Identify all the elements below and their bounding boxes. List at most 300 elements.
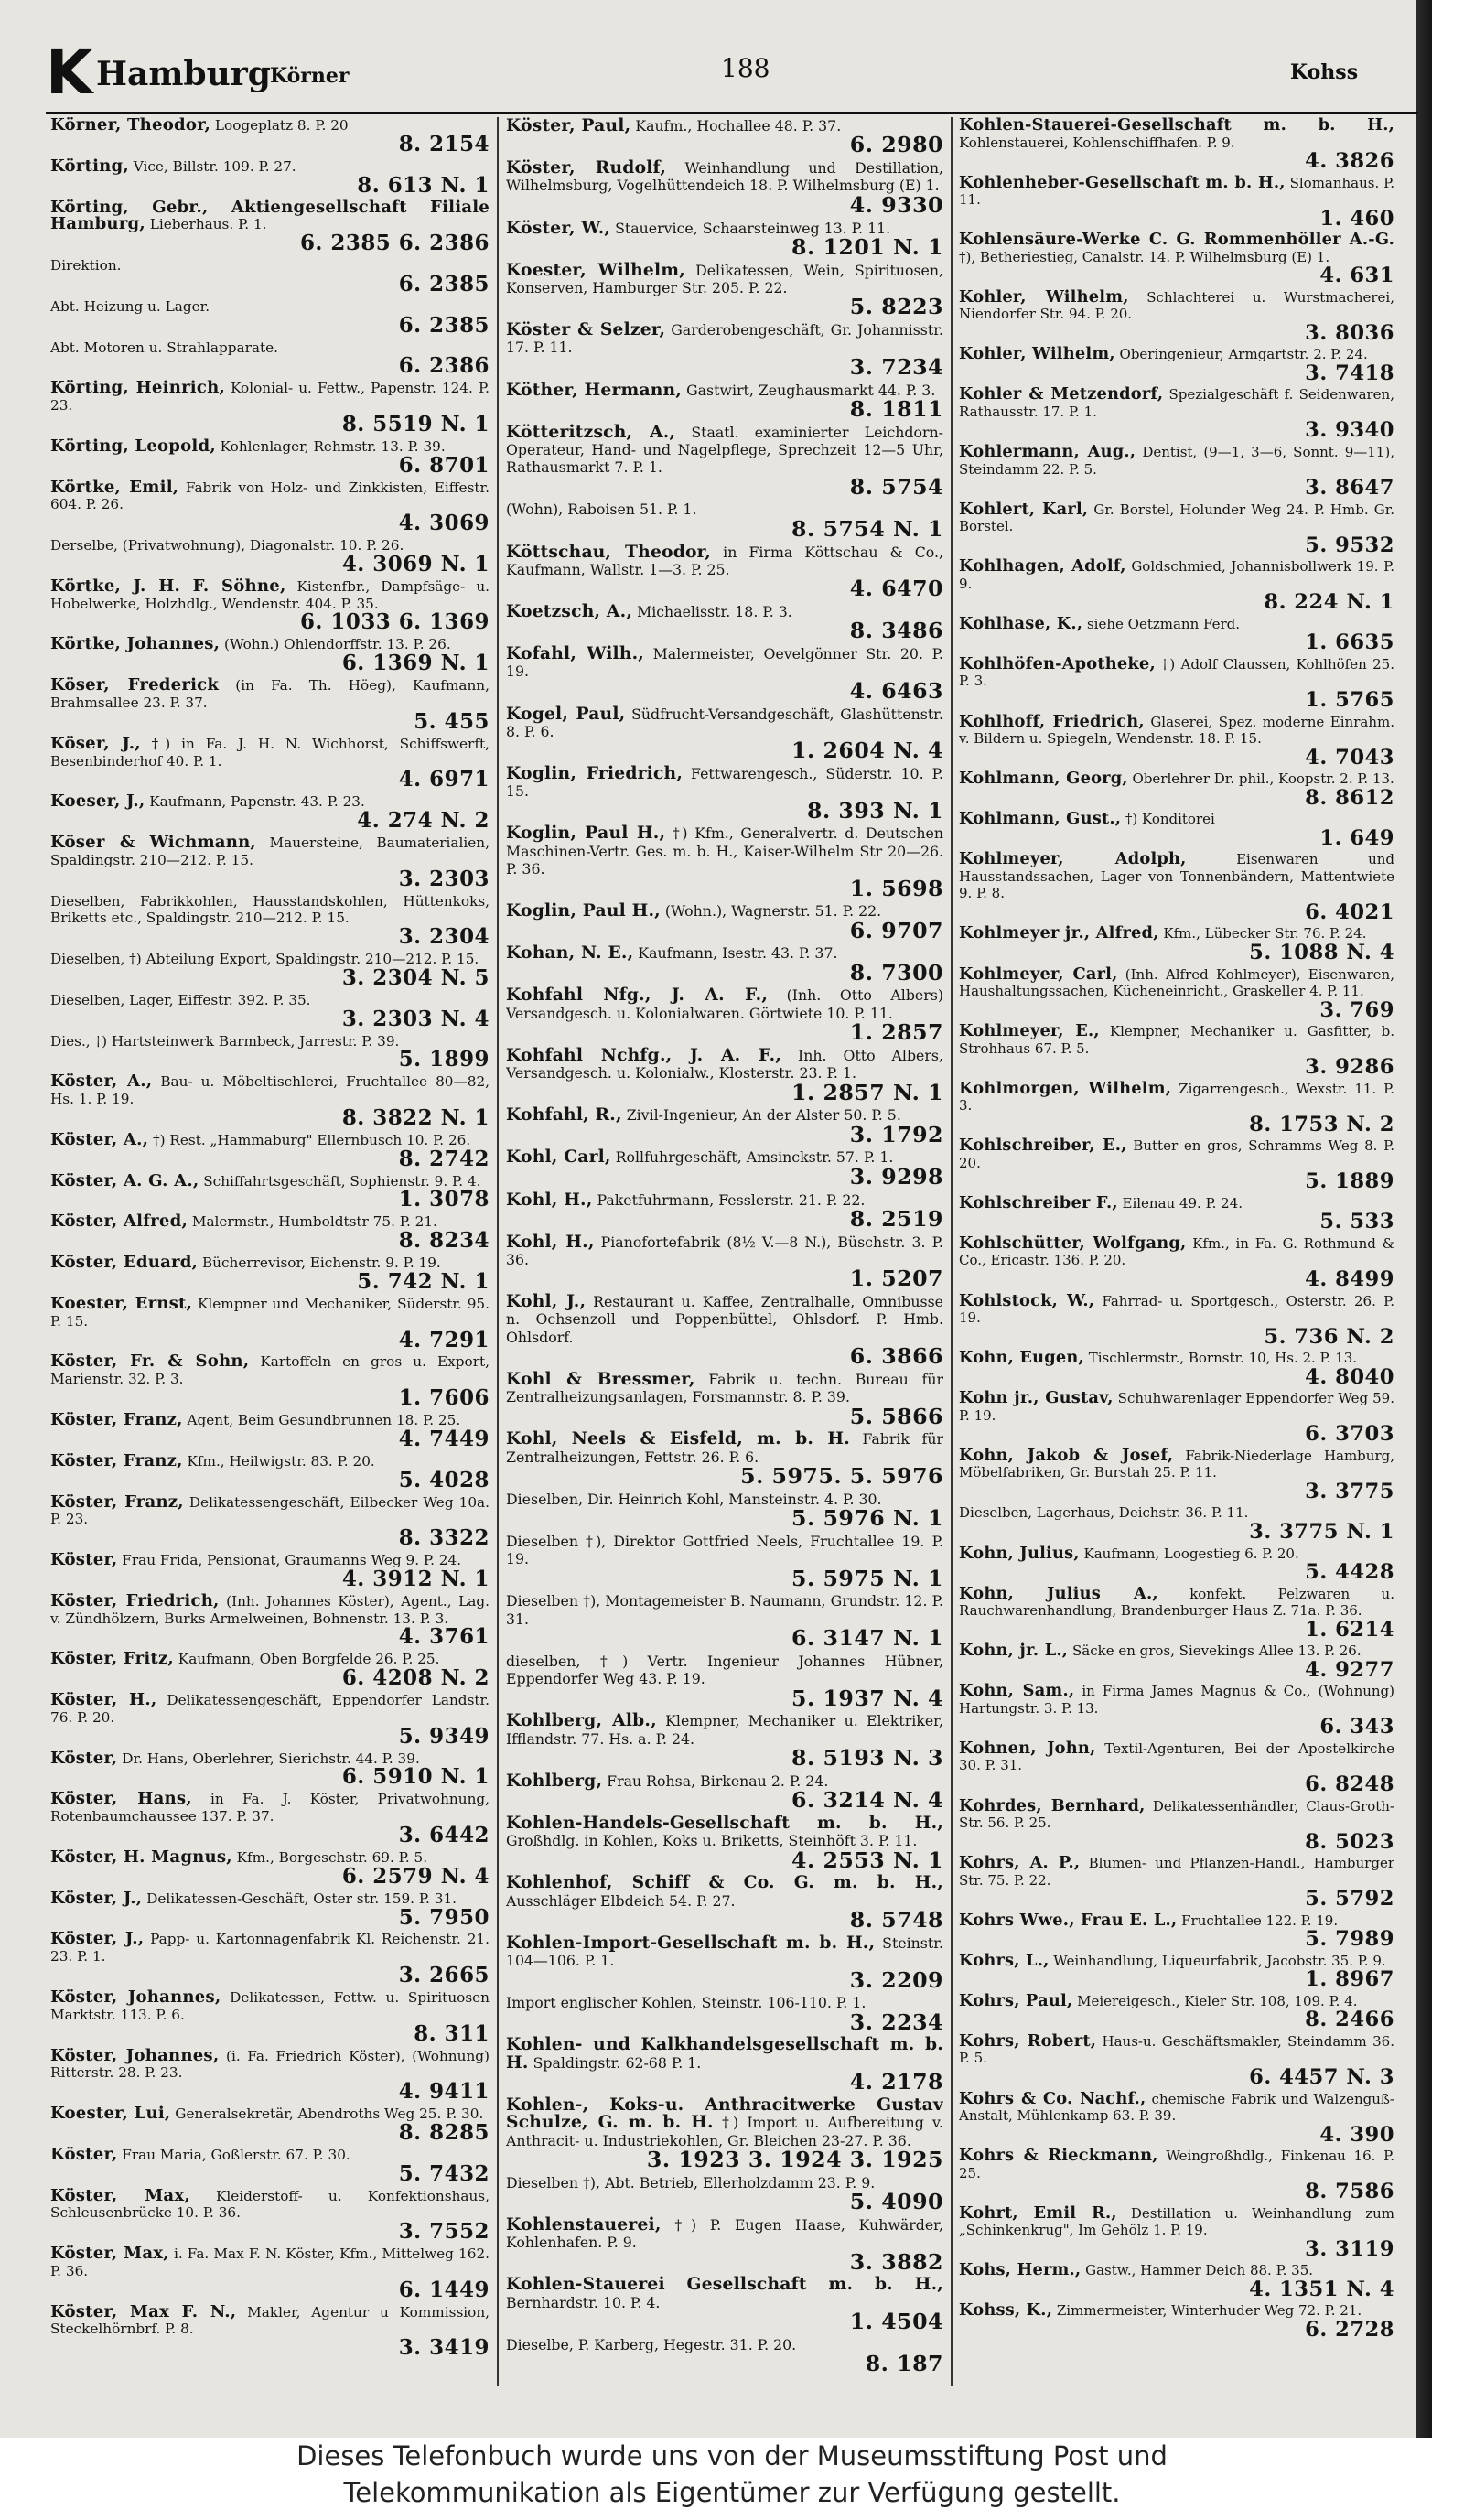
listing-entry	[50, 1073, 490, 1129]
listing-entry	[50, 537, 490, 576]
listing-entry	[506, 2213, 943, 2275]
entry-details: Paketfuhrmann, Fesslerstr. 21. P. 22.	[597, 1190, 866, 1209]
entry-details: Schuhwarenlager Eppendorfer Weg 59. P. 19.	[959, 1390, 1394, 1424]
entry-name: Kohlhöfen-Apotheke,	[959, 653, 1156, 673]
entry-phone: 8. 2519	[849, 1205, 943, 1232]
page-header	[46, 37, 1359, 110]
listing-entry	[959, 2148, 1394, 2202]
entry-details: Dieselben, †) Abteilung Export, Spaldingstr. 210—212. P. 15.	[50, 951, 479, 968]
entry-details: chemische Fabrik und Walzenguß-Anstalt, Mühlenkamp 63. P. 39.	[959, 2090, 1394, 2125]
listing-entry	[959, 1235, 1394, 1290]
entry-details: in Firma James Magnus & Co., (Wohnung) Hartungstr. 3. P. 13.	[959, 1683, 1394, 1717]
entry-name: Kohlmeyer jr., Alfred,	[959, 923, 1159, 943]
header-first-name: Körner	[270, 64, 350, 88]
entry-phone: 8. 1811	[849, 395, 943, 422]
entry-phone: 8. 3486	[849, 618, 943, 644]
entry-name: Köster, Paul,	[506, 117, 631, 135]
entry-phone: 5. 455	[414, 708, 490, 734]
entry-phone: 6. 2980	[849, 132, 943, 158]
entry-name: Köster, Franz,	[50, 1450, 183, 1470]
listing-entry	[959, 2302, 1394, 2340]
entry-details: Loogeplatz 8. P. 20	[214, 117, 349, 134]
entry-details: Kartoffeln en gros u. Export, Marienstr. 32. P. 3.	[50, 1353, 490, 1388]
listing-entry	[959, 711, 1394, 770]
entry-details: Fabrik von Holz- und Zinkkisten, Eiffestr. 604. P. 26.	[50, 479, 490, 513]
entry-name: Köster, Fritz,	[50, 1649, 174, 1669]
listing-entry	[506, 1368, 943, 1429]
listing-column-1	[50, 117, 490, 2386]
listing-entry	[959, 444, 1394, 499]
listing-entry	[50, 1791, 490, 1847]
listing-entry	[50, 677, 490, 733]
entry-phone: 5. 9349	[398, 1723, 490, 1749]
entry-name: Koglin, Paul H.,	[506, 900, 661, 921]
entry-name: Kohlberg, Alb.,	[506, 1710, 657, 1731]
entry-details: Abt. Heizung u. Lager.	[50, 297, 210, 315]
listing-entry	[959, 2202, 1394, 2261]
listing-entry	[959, 1504, 1394, 1542]
entry-name: Körtke, Emil,	[50, 477, 179, 497]
entry-details: Glaserei, Spez. moderne Einrahm. v. Bildern u. Spiegeln, Wendenstr. 18. P. 15.	[959, 713, 1394, 748]
entry-phone: 6. 1449	[398, 2277, 490, 2302]
entry-phone: 8. 2466	[1305, 2008, 1394, 2032]
listing-entry	[959, 1078, 1394, 1136]
listing-entry	[959, 1740, 1394, 1795]
entry-phone: 1. 3078	[398, 1187, 490, 1212]
entry-phone: 6. 3866	[849, 1343, 943, 1370]
entry-name: Kohn, Sam.,	[959, 1681, 1075, 1701]
listing-entry	[50, 438, 490, 477]
listing-column-3	[959, 117, 1394, 2386]
entry-details: Malermstr., Humboldtstr 75. P. 21.	[191, 1213, 437, 1231]
entry-name: Koeser, J.,	[50, 792, 145, 812]
entry-details: (Inh. Johannes Köster), Agent., Lag. v. Zündhölzern, Burks Armelweinen, Bohnenstr. 13. P. 3.	[50, 1592, 490, 1627]
listing-entry	[959, 2088, 1394, 2147]
entry-name: Kohlenstauerei,	[506, 2213, 662, 2235]
entry-name: Koester, Wilhelm,	[506, 259, 685, 280]
entry-phone: 6. 9707	[849, 917, 943, 943]
listing-entry	[959, 1390, 1394, 1445]
entry-details: Direktion.	[50, 257, 122, 275]
entry-phone: 4. 3826	[1305, 149, 1394, 173]
listing-entry	[959, 386, 1394, 441]
entry-name: Köster, Fr. & Sohn,	[50, 1352, 250, 1372]
entry-name: Kohlstock, W.,	[959, 1290, 1095, 1310]
entry-phone: 8. 8285	[398, 2119, 490, 2145]
entry-name: Koester, Lui,	[50, 2104, 171, 2124]
listing-entry	[506, 1044, 943, 1105]
listing-entry	[50, 2144, 490, 2186]
entry-details: Kaufmann, Papenstr. 43. P. 23.	[149, 793, 365, 811]
listing-entry	[50, 1651, 490, 1689]
entry-phone: 8. 1753 N. 2	[1249, 1112, 1394, 1136]
listing-entry	[506, 1874, 943, 1931]
entry-phone: 3. 9340	[1305, 418, 1394, 443]
entry-name: Kohlhagen, Adolf,	[959, 556, 1126, 576]
entry-details: Fabrik-Niederlage Hamburg, Möbelfabriken, Gr. Burstah 25. P. 11.	[959, 1447, 1394, 1481]
entry-details: Fettwarengesch., Süderstr. 10. P. 15.	[506, 765, 943, 801]
entry-phone: 5. 5866	[849, 1403, 943, 1429]
entry-phone: 6. 5910 N. 1	[341, 1764, 490, 1790]
entry-phone: 8. 2742	[398, 1146, 490, 1171]
listing-entry	[506, 705, 943, 762]
entry-phone: 5. 1937 N. 4	[791, 1685, 943, 1711]
listing-entry	[50, 951, 490, 989]
listing-entry	[50, 1412, 490, 1450]
entry-name: Köster,	[50, 2144, 118, 2164]
listing-entry	[50, 2245, 490, 2301]
entry-details: Fahrrad- u. Sportgesch., Osterstr. 26. P. 19.	[959, 1292, 1394, 1327]
entry-name: Köster,	[50, 1748, 118, 1768]
entry-phone: 5. 5976 N. 1	[791, 1505, 943, 1532]
entry-phone: 1. 4504	[849, 2309, 943, 2335]
entry-details: Frau Rohsa, Birkenau 2. P. 24.	[607, 1772, 829, 1790]
entry-details: (Wohn.), Wagnerstr. 51. P. 22.	[664, 902, 882, 921]
listing-entry	[506, 902, 943, 942]
entry-details: Dr. Hans, Oberlehrer, Sierichstr. 44. P. 39.	[122, 1750, 420, 1767]
listing-entry	[506, 1934, 943, 1991]
entry-name: Kohrt, Emil R.,	[959, 2202, 1117, 2223]
entry-details: Säcke en gros, Sievekings Allee 13. P. 26.	[1071, 1642, 1362, 1660]
entry-phone: 4. 390	[1319, 2122, 1394, 2147]
entry-name: Kogel, Paul,	[506, 703, 626, 724]
listing-entry	[50, 893, 490, 949]
entry-phone: 6. 2385	[398, 312, 490, 338]
entry-details: Dentist, (9—1, 3—6, Sonnt. 9—11), Steindamm 22. P. 5.	[959, 444, 1394, 478]
listing-entry	[50, 1989, 490, 2045]
listing-entry	[959, 558, 1394, 613]
entry-name: Kohl & Bressmer,	[506, 1368, 695, 1389]
entry-phone: 3. 3775 N. 1	[1249, 1519, 1394, 1544]
entry-details: Dieselben, Dir. Heinrich Kohl, Mansteinstr. 4. P. 30.	[506, 1490, 882, 1508]
entry-phone: 1. 5207	[849, 1265, 943, 1292]
entry-phone: 8. 224 N. 1	[1264, 590, 1394, 615]
entry-name: Köster, W.,	[506, 217, 611, 238]
entry-phone: 4. 3761	[398, 1624, 490, 1650]
entry-name: Kohfahl Nfg., J. A. F.,	[506, 985, 769, 1006]
header-city: Hamburg	[96, 55, 271, 93]
entry-name: Kohlberg,	[506, 1770, 603, 1791]
entry-name: Körtke, J. H. F. Söhne,	[50, 576, 286, 596]
listing-entry	[959, 811, 1394, 848]
entry-phone: 4. 8040	[1305, 1364, 1394, 1389]
entry-details: Delikatessen-Geschäft, Oster str. 159. P. 31.	[146, 1890, 457, 1907]
entry-phone: 5. 4428	[1305, 1560, 1394, 1585]
listing-entry	[506, 2336, 943, 2375]
entry-name: Kohlmeyer, Carl,	[959, 964, 1118, 984]
entry-details: siehe Oetzmann Ferd.	[1086, 615, 1241, 632]
entry-phone: 4. 2178	[849, 2069, 943, 2095]
entry-details: †) in Fa. J. H. N. Wichhorst, Schiffswerft, Besenbinderhof 40. P. 1.	[50, 735, 490, 770]
entry-details: Schiffahrtsgeschäft, Sophienstr. 9. P. 4.	[203, 1172, 481, 1190]
entry-name: Kohs, Herm.,	[959, 2260, 1082, 2280]
entry-name: Köster, Max,	[50, 2185, 190, 2205]
entry-phone: 4. 9330	[849, 191, 943, 218]
entry-name: Köster, Friedrich,	[50, 1590, 220, 1610]
entry-details: in Fa. J. Köster, Privatwohnung, Rotenbaumchaussee 137. P. 37.	[50, 1791, 490, 1825]
entry-phone: 8. 393 N. 1	[807, 797, 943, 824]
entry-details: Kfm., Borgeschstr. 69. P. 5.	[236, 1848, 428, 1866]
listing-entry	[50, 1255, 490, 1293]
entry-details: (Inh. Alfred Kohlmeyer), Eisenwaren, Haushaltungssachen, Kücheneinricht., Graskeller 4. P. 11.	[959, 965, 1394, 999]
listing-entry	[506, 1533, 943, 1589]
entry-phone: 5. 7950	[398, 1904, 490, 1930]
entry-details: Dieselben †), Direktor Gottfried Neels, Fruchtallee 19. P. 19.	[506, 1532, 943, 1568]
listing-entry	[959, 851, 1394, 922]
listing-entry	[50, 2301, 490, 2361]
listing-entry	[506, 1491, 943, 1530]
entry-name: Körting, Leopold,	[50, 436, 216, 456]
entry-details: Dieselben, Lager, Eiffestr. 392. P. 35.	[50, 991, 311, 1008]
entry-name: Köster, Rudolf,	[506, 157, 667, 178]
entry-phone: 4. 274 N. 2	[357, 808, 490, 834]
entry-phone: 8. 1201 N. 1	[791, 233, 943, 260]
entry-name: Kohlhoff, Friedrich,	[959, 711, 1145, 731]
entry-details: Derselbe, (Privatwohnung), Diagonalstr. 10. P. 26.	[50, 537, 404, 555]
entry-name: Köttschau, Theodor,	[506, 541, 712, 562]
entry-phone: 4. 7291	[398, 1327, 490, 1352]
listing-entry	[959, 1137, 1394, 1192]
entry-name: Körting, Gebr., Aktiengesellschaft Filiale Hamburg,	[50, 197, 490, 234]
entry-phone: 6. 343	[1319, 1715, 1394, 1739]
entry-name: Kohn, Julius A.,	[959, 1583, 1158, 1603]
entry-name: Kohlermann, Aug.,	[959, 442, 1136, 462]
entry-name: Kohfahl Nchfg., J. A. F.,	[506, 1044, 782, 1065]
listing-entry	[959, 613, 1394, 655]
entry-name: Köster, Franz,	[50, 1492, 184, 1512]
entry-details: Pianofortefabrik (8½ V.—8 N.), Büschstr. 3. P. 36.	[506, 1233, 943, 1268]
entry-phone: 5. 9532	[1305, 533, 1394, 557]
entry-details: Dieselben †), Abt. Betrieb, Ellerholzdamm 23. P. 9.	[506, 2173, 876, 2192]
entry-phone: 6. 4208 N. 2	[341, 1665, 490, 1691]
listing-entry	[959, 1545, 1394, 1583]
entry-name: Kohl, H.,	[506, 1189, 593, 1210]
entry-details: Inh. Otto Albers, Versandgesch. u. Kolonialw., Klosterstr. 23. P. 1.	[506, 1046, 943, 1082]
entry-name: Kohlen-, Koks-u. Anthracitwerke Gustav Schulze, G. m. b. H.	[506, 2094, 943, 2133]
listing-entry	[959, 1350, 1394, 1387]
entry-details: (Wohn.) Ohlendorffstr. 13. P. 26.	[224, 636, 451, 653]
entry-details: Zigarrengesch., Wexstr. 11. P. 3.	[959, 1080, 1394, 1115]
entry-phone: 1. 2857	[849, 1019, 943, 1046]
entry-details: †), Betheriestieg, Canalstr. 14. P. Wilhelmsburg (E) 1.	[959, 248, 1330, 265]
entry-name: Kohlen- und Kalkhandelsgesellschaft m. b. H.	[506, 2034, 943, 2073]
entry-phone: 5. 1889	[1305, 1169, 1394, 1194]
header-last-name: Kohss	[1290, 60, 1359, 84]
listing-entry	[506, 645, 943, 702]
entry-phone: 5. 1088 N. 4	[1249, 940, 1394, 964]
entry-details: Zimmermeister, Winterhuder Weg 72. P. 21.	[1056, 2302, 1362, 2320]
entry-phone: 4. 3069 N. 1	[341, 551, 490, 576]
listing-entry	[506, 2274, 943, 2335]
entry-phone: 3. 7418	[1305, 361, 1394, 385]
entry-name: Kohfahl, R.,	[506, 1104, 622, 1125]
entry-phone: 3. 2665	[398, 1963, 490, 1988]
entry-phone: 3. 9286	[1305, 1055, 1394, 1080]
entry-details: Zivil-Ingenieur, An der Alster 50. P. 5.	[626, 1106, 901, 1125]
entry-phone: 3. 769	[1319, 997, 1394, 1022]
entry-name: Kohlschreiber, E.,	[959, 1136, 1127, 1156]
entry-phone: 5. 5792	[1305, 1887, 1394, 1912]
listing-entry	[959, 1023, 1394, 1078]
listing-entry	[50, 1353, 490, 1409]
entry-details: Abt. Motoren u. Strahlapparate.	[50, 339, 278, 356]
entry-name: Kohn jr., Gustav,	[959, 1388, 1114, 1408]
entry-details: (Wohn), Raboisen 51. P. 1.	[506, 501, 697, 519]
entry-name: Kohl, H.,	[506, 1231, 595, 1252]
entry-phone: 8. 3322	[398, 1525, 490, 1551]
entry-phone: 8. 5023	[1305, 1829, 1394, 1854]
entry-phone: 4. 6971	[398, 767, 490, 792]
entry-phone: 5. 7432	[398, 2160, 490, 2186]
listing-entry	[959, 966, 1394, 1021]
listing-entry	[50, 1213, 490, 1252]
entry-phone: 3. 2304	[398, 924, 490, 950]
entry-name: Köster, Johannes,	[50, 2045, 220, 2065]
listing-entry	[506, 1233, 943, 1290]
entry-phone: 6. 8701	[398, 452, 490, 478]
listing-entry	[50, 1033, 490, 1072]
entry-details: Gr. Borstel, Holunder Weg 24. P. Hmb. Gr. Borstel.	[959, 501, 1394, 535]
listing-column-2	[506, 117, 943, 2386]
entry-phone: 5. 4090	[849, 2189, 943, 2215]
entry-phone: 6. 1369 N. 1	[341, 651, 490, 676]
entry-name: Köster, A. G. A.,	[50, 1170, 199, 1190]
entry-details: Großhdlg. in Kohlen, Koks u. Briketts, Steinhöft 3. P. 11.	[506, 1832, 918, 1850]
entry-name: Kohrs & Co. Nachf.,	[959, 2088, 1146, 2108]
entry-details: Schlachterei u. Wurstmacherei, Niendorfer Str. 94. P. 20.	[959, 288, 1394, 323]
entry-phone: 8. 8612	[1305, 785, 1394, 810]
entry-phone: 3. 7234	[849, 353, 943, 380]
entry-phone: 8. 187	[865, 2351, 943, 2377]
entry-name: Kohn, jr. L.,	[959, 1641, 1069, 1661]
listing-entry	[506, 1191, 943, 1231]
entry-details: Kaufmann, Isestr. 43. P. 37.	[638, 944, 838, 963]
entry-phone: 6. 2385	[398, 271, 490, 296]
entry-details: Klempner und Mechaniker, Süderstr. 95. P. 15.	[50, 1295, 490, 1330]
entry-details: Klempner, Mechaniker u. Gasfitter, b. Strohhaus 67. P. 5.	[959, 1023, 1394, 1057]
listing-entry	[506, 1428, 943, 1490]
listing-entry	[959, 2030, 1394, 2089]
entry-name: Körner, Theodor,	[50, 117, 211, 135]
entry-phone: 8. 613 N. 1	[357, 172, 490, 198]
entry-phone: 3. 1792	[849, 1121, 943, 1147]
entry-phone: 8. 5748	[849, 1907, 943, 1933]
entry-details: (Inh. Otto Albers) Versandgesch. u. Kolonialwaren. Görtwiete 10. P. 11.	[506, 986, 943, 1022]
listing-entry	[506, 541, 943, 602]
entry-name: Köster, Eduard,	[50, 1253, 199, 1273]
listing-entry	[959, 1855, 1394, 1910]
entry-phone: 6. 8248	[1305, 1772, 1394, 1796]
entry-phone: 4. 6470	[849, 576, 943, 602]
listing-entry	[959, 1583, 1394, 1642]
entry-details: Gastw., Hammer Deich 88. P. 35.	[1085, 2262, 1314, 2279]
entry-phone: 8. 311	[414, 2020, 490, 2046]
listing-entry	[959, 286, 1394, 345]
listing-entry	[506, 421, 943, 500]
entry-name: Köster,	[50, 1550, 118, 1570]
entry-phone: 6. 2385 6. 2386	[299, 231, 490, 256]
entry-details: Klempner, Mechaniker u. Elektriker, Ifflandstr. 77. Hs. a. P. 24.	[506, 1712, 943, 1748]
entry-details: Dieselben, Lagerhaus, Deichstr. 36. P. 11.	[959, 1504, 1249, 1522]
entry-name: Köster & Selzer,	[506, 319, 666, 340]
entry-phone: 1. 8967	[1305, 1967, 1394, 1992]
listing-entry	[50, 1494, 490, 1550]
entry-phone: 3. 3119	[1305, 2236, 1394, 2261]
listing-entry	[506, 321, 943, 378]
entry-phone: 3. 3775	[1305, 1479, 1394, 1503]
listing-entry	[506, 2174, 943, 2213]
entry-name: Kohss, K.,	[959, 2300, 1053, 2321]
entry-phone: 8. 5193 N. 3	[791, 1745, 943, 1772]
entry-name: Kohlenhof, Schiff & Co. G. m. b. H.,	[506, 1872, 943, 1893]
entry-name: Kohrs, Paul,	[959, 1990, 1073, 2010]
entry-phone: 5. 8223	[849, 294, 943, 320]
entry-phone: 6. 3214 N. 4	[791, 1787, 943, 1814]
entry-details: Malermeister, Oevelgönner Str. 20. P. 19.	[506, 645, 943, 681]
entry-details: Dieselben †), Montagemeister B. Naumann, Grundstr. 12. P. 31.	[506, 1592, 943, 1628]
listing-entry	[506, 1592, 943, 1652]
listing-entry	[50, 158, 490, 197]
entry-details: Steinstr. 104—106. P. 1.	[506, 1933, 943, 1970]
entry-name: Kohler, Wilhelm,	[959, 344, 1115, 364]
listing-entry	[959, 117, 1394, 172]
entry-name: Köster, A.,	[50, 1129, 149, 1149]
listing-entry	[50, 793, 490, 832]
listing-entry	[506, 944, 943, 984]
listing-entry	[506, 1106, 943, 1146]
entry-name: Kohlmorgen, Wilhelm,	[959, 1078, 1172, 1098]
entry-phone: 3. 8647	[1305, 476, 1394, 501]
entry-details: Delikatessen, Fettw. u. Spirituosen Marktstr. 113. P. 6.	[50, 1989, 490, 2023]
listing-entry	[506, 259, 943, 320]
listing-entry	[506, 1812, 943, 1873]
entry-phone: 5. 736 N. 2	[1264, 1324, 1394, 1349]
entry-details: Kfm., in Fa. G. Rothmund & Co., Ericastr. 136. P. 20.	[959, 1234, 1394, 1269]
entry-details: Destillation u. Weinhandlung zum „Schinkenkrug", Im Gehölz 1. P. 19.	[959, 2204, 1394, 2239]
entry-details: Garderobengeschäft, Gr. Johannisstr. 17. P. 11.	[506, 321, 943, 357]
entry-details: Delikatessengeschäft, Eppendorfer Landstr. 76. P. 20.	[50, 1692, 490, 1726]
entry-name: Kohrs, Robert,	[959, 2030, 1097, 2051]
entry-phone: 8. 3822 N. 1	[341, 1104, 490, 1130]
entry-details: †) Import u. Aufbereitung v. Anthracit- u. Industriekohlen, Gr. Bleichen 23-27. P. 36.	[506, 2114, 943, 2149]
entry-phone: 5. 4028	[398, 1467, 490, 1492]
listing-entry	[50, 2045, 490, 2105]
entry-phone: 3. 2234	[849, 2008, 943, 2035]
listing-entry	[50, 2105, 490, 2144]
listing-entry	[959, 1683, 1394, 1738]
entry-details: (in Fa. Th. Höeg), Kaufmann, Brahmsallee 23. P. 37.	[50, 677, 490, 711]
entry-name: Köster, H.,	[50, 1690, 157, 1710]
entry-details: †) Kfm., Generalvertr. d. Deutschen Maschinen-Vertr. Ges. m. b. H., Kaiser-Wilhelm Str 20—26. P. 36.	[506, 824, 943, 878]
listing-entry	[506, 1653, 943, 1709]
listing-entry	[50, 578, 490, 634]
entry-name: Köster, J.,	[50, 1888, 143, 1908]
entry-phone: 8. 5519 N. 1	[341, 411, 490, 436]
entry-phone: 4. 1351 N. 4	[1249, 2277, 1394, 2301]
listing-entry	[959, 2262, 1394, 2299]
listing-entry	[506, 765, 943, 822]
entry-name: Köster, Alfred,	[50, 1212, 188, 1232]
entry-name: Koetzsch, A.,	[506, 601, 633, 621]
listing-entry	[959, 1912, 1394, 1950]
entry-phone: 4. 8499	[1305, 1266, 1394, 1291]
entry-phone: 8. 5754 N. 1	[791, 515, 943, 542]
entry-details: Vice, Billstr. 109. P. 27.	[133, 157, 296, 175]
listing-entry	[506, 985, 943, 1046]
entry-name: Kohlmeyer, Adolph,	[959, 849, 1187, 869]
entry-name: Koester, Ernst,	[50, 1293, 193, 1313]
entry-phone: 5. 7989	[1305, 1927, 1394, 1952]
